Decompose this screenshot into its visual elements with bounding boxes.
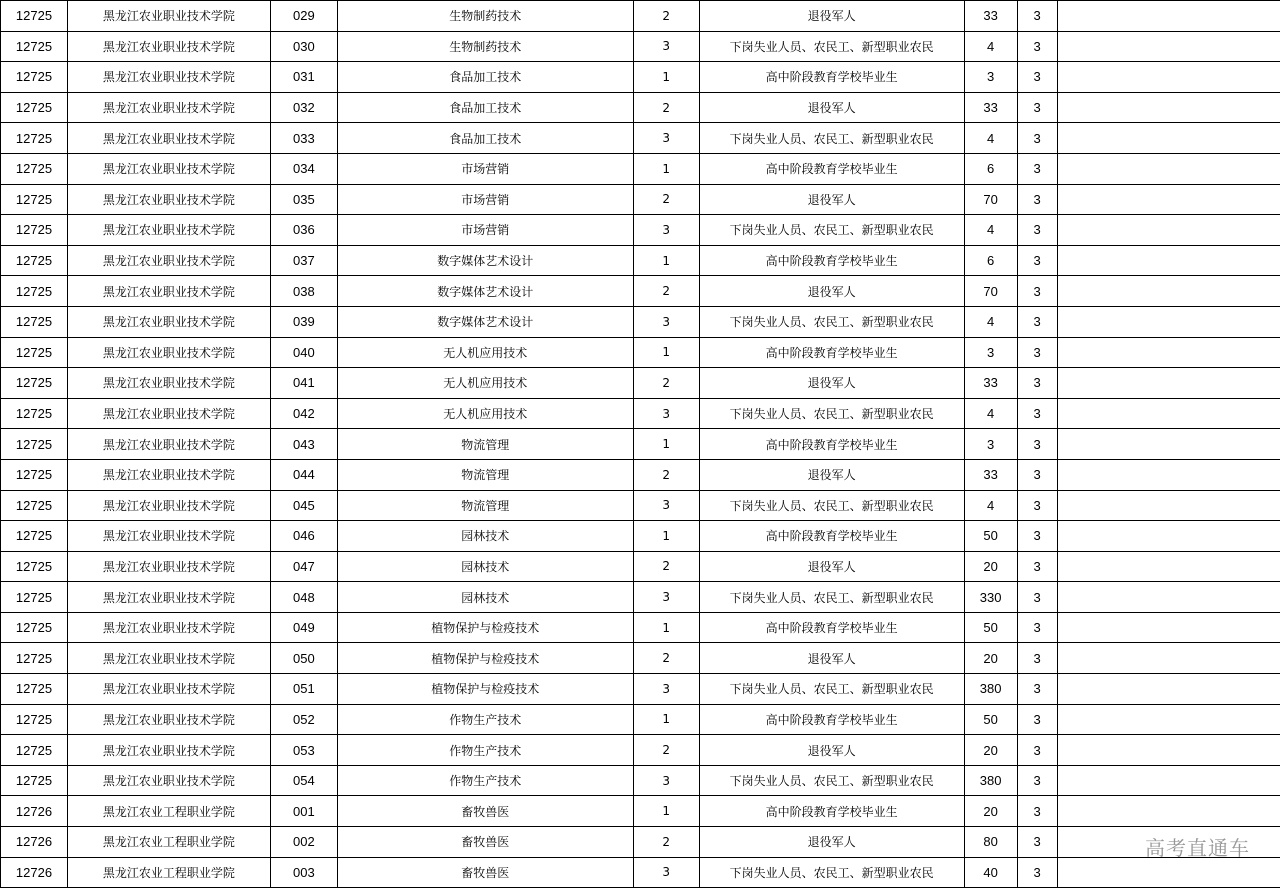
plan-count-cell: 50 <box>964 521 1017 552</box>
major-name-cell: 植物保护与检疫技术 <box>337 674 633 705</box>
table-row <box>1 1 1280 32</box>
target-group-cell: 退役军人 <box>699 551 964 582</box>
category-cell: 1 <box>633 521 699 552</box>
institution-name-cell: 黑龙江农业职业技术学院 <box>67 337 270 368</box>
category-cell: 2 <box>633 551 699 582</box>
category-cell: 3 <box>633 31 699 62</box>
target-group-cell: 退役军人 <box>699 735 964 766</box>
notes-cell <box>1057 92 1280 123</box>
institution-code-cell: 12725 <box>1 398 68 429</box>
table-row <box>1 245 1280 276</box>
category-cell: 3 <box>633 306 699 337</box>
target-group-cell: 下岗失业人员、农民工、新型职业农民 <box>699 123 964 154</box>
table-row <box>1 123 1280 154</box>
category-cell: 2 <box>633 184 699 215</box>
institution-name-cell: 黑龙江农业职业技术学院 <box>67 306 270 337</box>
category-cell: 2 <box>633 827 699 858</box>
institution-name-cell: 黑龙江农业职业技术学院 <box>67 612 270 643</box>
target-group-cell: 退役军人 <box>699 184 964 215</box>
plan-count-cell: 33 <box>964 92 1017 123</box>
category-cell: 2 <box>633 735 699 766</box>
target-group-cell: 下岗失业人员、农民工、新型职业农民 <box>699 306 964 337</box>
category-cell: 3 <box>633 582 699 613</box>
table-row <box>1 612 1280 643</box>
plan-count-cell: 4 <box>964 31 1017 62</box>
institution-code-cell: 12725 <box>1 368 68 399</box>
table-row <box>1 796 1280 827</box>
major-name-cell: 作物生产技术 <box>337 704 633 735</box>
institution-name-cell: 黑龙江农业工程职业学院 <box>67 857 270 888</box>
category-cell: 1 <box>633 704 699 735</box>
major-number-cell: 051 <box>270 674 337 705</box>
institution-code-cell: 12725 <box>1 123 68 154</box>
notes-cell <box>1057 1 1280 32</box>
plan-count-cell: 3 <box>964 429 1017 460</box>
major-name-cell: 园林技术 <box>337 551 633 582</box>
plan-count-cell: 330 <box>964 582 1017 613</box>
category-cell: 3 <box>633 123 699 154</box>
notes-cell <box>1057 245 1280 276</box>
plan-count-cell: 4 <box>964 306 1017 337</box>
duration-cell: 3 <box>1017 337 1057 368</box>
table-row <box>1 184 1280 215</box>
major-name-cell: 无人机应用技术 <box>337 398 633 429</box>
institution-code-cell: 12725 <box>1 429 68 460</box>
target-group-cell: 高中阶段教育学校毕业生 <box>699 153 964 184</box>
target-group-cell: 下岗失业人员、农民工、新型职业农民 <box>699 215 964 246</box>
major-number-cell: 042 <box>270 398 337 429</box>
major-number-cell: 033 <box>270 123 337 154</box>
institution-name-cell: 黑龙江农业职业技术学院 <box>67 704 270 735</box>
duration-cell: 3 <box>1017 643 1057 674</box>
institution-code-cell: 12725 <box>1 674 68 705</box>
plan-count-cell: 70 <box>964 276 1017 307</box>
major-number-cell: 040 <box>270 337 337 368</box>
major-name-cell: 物流管理 <box>337 490 633 521</box>
target-group-cell: 高中阶段教育学校毕业生 <box>699 521 964 552</box>
institution-name-cell: 黑龙江农业职业技术学院 <box>67 551 270 582</box>
duration-cell: 3 <box>1017 582 1057 613</box>
plan-count-cell: 4 <box>964 398 1017 429</box>
category-cell: 1 <box>633 796 699 827</box>
duration-cell: 3 <box>1017 62 1057 93</box>
table-row <box>1 276 1280 307</box>
major-name-cell: 无人机应用技术 <box>337 337 633 368</box>
target-group-cell: 下岗失业人员、农民工、新型职业农民 <box>699 398 964 429</box>
target-group-cell: 高中阶段教育学校毕业生 <box>699 612 964 643</box>
table-row <box>1 429 1280 460</box>
duration-cell: 3 <box>1017 490 1057 521</box>
category-cell: 2 <box>633 276 699 307</box>
table-row <box>1 551 1280 582</box>
major-number-cell: 045 <box>270 490 337 521</box>
notes-cell <box>1057 796 1280 827</box>
notes-cell <box>1057 62 1280 93</box>
major-number-cell: 003 <box>270 857 337 888</box>
table-row <box>1 398 1280 429</box>
major-name-cell: 物流管理 <box>337 459 633 490</box>
institution-name-cell: 黑龙江农业工程职业学院 <box>67 796 270 827</box>
target-group-cell: 退役军人 <box>699 643 964 674</box>
plan-count-cell: 20 <box>964 735 1017 766</box>
institution-name-cell: 黑龙江农业职业技术学院 <box>67 245 270 276</box>
institution-name-cell: 黑龙江农业职业技术学院 <box>67 521 270 552</box>
major-number-cell: 037 <box>270 245 337 276</box>
institution-code-cell: 12725 <box>1 643 68 674</box>
institution-name-cell: 黑龙江农业工程职业学院 <box>67 827 270 858</box>
institution-code-cell: 12725 <box>1 1 68 32</box>
duration-cell: 3 <box>1017 521 1057 552</box>
notes-cell <box>1057 551 1280 582</box>
category-cell: 2 <box>633 92 699 123</box>
duration-cell: 3 <box>1017 245 1057 276</box>
table-row <box>1 490 1280 521</box>
target-group-cell: 下岗失业人员、农民工、新型职业农民 <box>699 857 964 888</box>
plan-count-cell: 380 <box>964 674 1017 705</box>
duration-cell: 3 <box>1017 674 1057 705</box>
table-row <box>1 368 1280 399</box>
notes-cell <box>1057 490 1280 521</box>
institution-name-cell: 黑龙江农业职业技术学院 <box>67 735 270 766</box>
category-cell: 3 <box>633 674 699 705</box>
major-name-cell: 园林技术 <box>337 521 633 552</box>
plan-count-cell: 33 <box>964 459 1017 490</box>
notes-cell <box>1057 612 1280 643</box>
duration-cell: 3 <box>1017 459 1057 490</box>
duration-cell: 3 <box>1017 796 1057 827</box>
target-group-cell: 高中阶段教育学校毕业生 <box>699 704 964 735</box>
table-row <box>1 62 1280 93</box>
notes-cell <box>1057 215 1280 246</box>
major-name-cell: 食品加工技术 <box>337 123 633 154</box>
notes-cell <box>1057 398 1280 429</box>
institution-code-cell: 12725 <box>1 337 68 368</box>
institution-code-cell: 12725 <box>1 612 68 643</box>
category-cell: 1 <box>633 62 699 93</box>
institution-name-cell: 黑龙江农业职业技术学院 <box>67 184 270 215</box>
major-number-cell: 049 <box>270 612 337 643</box>
category-cell: 1 <box>633 245 699 276</box>
notes-cell <box>1057 765 1280 796</box>
major-number-cell: 046 <box>270 521 337 552</box>
table-row <box>1 459 1280 490</box>
category-cell: 1 <box>633 612 699 643</box>
category-cell: 2 <box>633 368 699 399</box>
institution-code-cell: 12725 <box>1 490 68 521</box>
major-number-cell: 002 <box>270 827 337 858</box>
major-number-cell: 053 <box>270 735 337 766</box>
table-row <box>1 582 1280 613</box>
watermark-text: 高考直通车 <box>1145 832 1250 861</box>
institution-name-cell: 黑龙江农业职业技术学院 <box>67 92 270 123</box>
target-group-cell: 下岗失业人员、农民工、新型职业农民 <box>699 765 964 796</box>
duration-cell: 3 <box>1017 184 1057 215</box>
duration-cell: 3 <box>1017 704 1057 735</box>
institution-name-cell: 黑龙江农业职业技术学院 <box>67 765 270 796</box>
plan-count-cell: 20 <box>964 551 1017 582</box>
institution-code-cell: 12725 <box>1 276 68 307</box>
major-number-cell: 036 <box>270 215 337 246</box>
plan-count-cell: 50 <box>964 704 1017 735</box>
institution-name-cell: 黑龙江农业职业技术学院 <box>67 215 270 246</box>
plan-count-cell: 70 <box>964 184 1017 215</box>
major-name-cell: 作物生产技术 <box>337 735 633 766</box>
category-cell: 3 <box>633 765 699 796</box>
notes-cell <box>1057 153 1280 184</box>
institution-code-cell: 12725 <box>1 62 68 93</box>
table-row <box>1 521 1280 552</box>
institution-name-cell: 黑龙江农业职业技术学院 <box>67 459 270 490</box>
duration-cell: 3 <box>1017 1 1057 32</box>
institution-code-cell: 12725 <box>1 184 68 215</box>
major-name-cell: 植物保护与检疫技术 <box>337 612 633 643</box>
duration-cell: 3 <box>1017 153 1057 184</box>
plan-count-cell: 33 <box>964 368 1017 399</box>
plan-count-cell: 6 <box>964 245 1017 276</box>
duration-cell: 3 <box>1017 827 1057 858</box>
table-row <box>1 215 1280 246</box>
target-group-cell: 高中阶段教育学校毕业生 <box>699 337 964 368</box>
major-name-cell: 畜牧兽医 <box>337 857 633 888</box>
major-name-cell: 畜牧兽医 <box>337 827 633 858</box>
institution-name-cell: 黑龙江农业职业技术学院 <box>67 123 270 154</box>
major-name-cell: 市场营销 <box>337 153 633 184</box>
major-name-cell: 食品加工技术 <box>337 62 633 93</box>
duration-cell: 3 <box>1017 735 1057 766</box>
duration-cell: 3 <box>1017 857 1057 888</box>
table-row <box>1 153 1280 184</box>
table-row <box>1 337 1280 368</box>
plan-count-cell: 50 <box>964 612 1017 643</box>
plan-count-cell: 40 <box>964 857 1017 888</box>
table-body <box>1 1 1280 888</box>
duration-cell: 3 <box>1017 612 1057 643</box>
notes-cell <box>1057 735 1280 766</box>
institution-name-cell: 黑龙江农业职业技术学院 <box>67 62 270 93</box>
institution-name-cell: 黑龙江农业职业技术学院 <box>67 490 270 521</box>
category-cell: 3 <box>633 490 699 521</box>
institution-code-cell: 12725 <box>1 582 68 613</box>
target-group-cell: 退役军人 <box>699 276 964 307</box>
major-name-cell: 畜牧兽医 <box>337 796 633 827</box>
institution-code-cell: 12726 <box>1 796 68 827</box>
category-cell: 3 <box>633 215 699 246</box>
institution-code-cell: 12725 <box>1 459 68 490</box>
major-number-cell: 039 <box>270 306 337 337</box>
plan-count-cell: 80 <box>964 827 1017 858</box>
notes-cell <box>1057 643 1280 674</box>
major-number-cell: 034 <box>270 153 337 184</box>
major-number-cell: 029 <box>270 1 337 32</box>
major-number-cell: 032 <box>270 92 337 123</box>
notes-cell <box>1057 704 1280 735</box>
category-cell: 1 <box>633 153 699 184</box>
duration-cell: 3 <box>1017 551 1057 582</box>
institution-name-cell: 黑龙江农业职业技术学院 <box>67 31 270 62</box>
major-name-cell: 市场营销 <box>337 215 633 246</box>
plan-count-cell: 20 <box>964 796 1017 827</box>
plan-count-cell: 6 <box>964 153 1017 184</box>
major-name-cell: 植物保护与检疫技术 <box>337 643 633 674</box>
major-number-cell: 048 <box>270 582 337 613</box>
target-group-cell: 下岗失业人员、农民工、新型职业农民 <box>699 582 964 613</box>
major-name-cell: 市场营销 <box>337 184 633 215</box>
institution-name-cell: 黑龙江农业职业技术学院 <box>67 1 270 32</box>
institution-code-cell: 12725 <box>1 306 68 337</box>
category-cell: 2 <box>633 459 699 490</box>
major-number-cell: 054 <box>270 765 337 796</box>
notes-cell <box>1057 276 1280 307</box>
institution-name-cell: 黑龙江农业职业技术学院 <box>67 582 270 613</box>
notes-cell <box>1057 857 1280 888</box>
notes-cell <box>1057 521 1280 552</box>
institution-code-cell: 12725 <box>1 245 68 276</box>
target-group-cell: 高中阶段教育学校毕业生 <box>699 245 964 276</box>
plan-count-cell: 4 <box>964 123 1017 154</box>
table-row <box>1 857 1280 888</box>
major-number-cell: 031 <box>270 62 337 93</box>
institution-name-cell: 黑龙江农业职业技术学院 <box>67 153 270 184</box>
major-name-cell: 数字媒体艺术设计 <box>337 306 633 337</box>
target-group-cell: 退役军人 <box>699 1 964 32</box>
institution-code-cell: 12725 <box>1 92 68 123</box>
major-number-cell: 041 <box>270 368 337 399</box>
notes-cell <box>1057 123 1280 154</box>
major-name-cell: 数字媒体艺术设计 <box>337 245 633 276</box>
institution-code-cell: 12725 <box>1 153 68 184</box>
target-group-cell: 退役军人 <box>699 368 964 399</box>
plan-count-cell: 20 <box>964 643 1017 674</box>
institution-name-cell: 黑龙江农业职业技术学院 <box>67 398 270 429</box>
category-cell: 3 <box>633 857 699 888</box>
notes-cell <box>1057 459 1280 490</box>
notes-cell <box>1057 368 1280 399</box>
table-row <box>1 674 1280 705</box>
major-name-cell: 生物制药技术 <box>337 31 633 62</box>
institution-name-cell: 黑龙江农业职业技术学院 <box>67 276 270 307</box>
major-number-cell: 043 <box>270 429 337 460</box>
category-cell: 1 <box>633 337 699 368</box>
target-group-cell: 下岗失业人员、农民工、新型职业农民 <box>699 490 964 521</box>
table-row <box>1 827 1280 858</box>
target-group-cell: 下岗失业人员、农民工、新型职业农民 <box>699 674 964 705</box>
plan-count-cell: 33 <box>964 1 1017 32</box>
target-group-cell: 退役军人 <box>699 92 964 123</box>
institution-code-cell: 12725 <box>1 31 68 62</box>
duration-cell: 3 <box>1017 398 1057 429</box>
notes-cell <box>1057 306 1280 337</box>
duration-cell: 3 <box>1017 123 1057 154</box>
target-group-cell: 高中阶段教育学校毕业生 <box>699 796 964 827</box>
major-number-cell: 044 <box>270 459 337 490</box>
institution-name-cell: 黑龙江农业职业技术学院 <box>67 674 270 705</box>
notes-cell <box>1057 674 1280 705</box>
table-row <box>1 306 1280 337</box>
duration-cell: 3 <box>1017 215 1057 246</box>
major-name-cell: 物流管理 <box>337 429 633 460</box>
major-number-cell: 050 <box>270 643 337 674</box>
table-row <box>1 92 1280 123</box>
duration-cell: 3 <box>1017 31 1057 62</box>
duration-cell: 3 <box>1017 306 1057 337</box>
target-group-cell: 退役军人 <box>699 827 964 858</box>
target-group-cell: 下岗失业人员、农民工、新型职业农民 <box>699 31 964 62</box>
institution-code-cell: 12725 <box>1 735 68 766</box>
table-row <box>1 765 1280 796</box>
plan-count-cell: 4 <box>964 215 1017 246</box>
table-row <box>1 31 1280 62</box>
notes-cell <box>1057 429 1280 460</box>
category-cell: 2 <box>633 643 699 674</box>
category-cell: 1 <box>633 429 699 460</box>
plan-count-cell: 380 <box>964 765 1017 796</box>
target-group-cell: 退役军人 <box>699 459 964 490</box>
major-number-cell: 052 <box>270 704 337 735</box>
major-name-cell: 园林技术 <box>337 582 633 613</box>
target-group-cell: 高中阶段教育学校毕业生 <box>699 62 964 93</box>
duration-cell: 3 <box>1017 765 1057 796</box>
plan-count-cell: 3 <box>964 337 1017 368</box>
duration-cell: 3 <box>1017 92 1057 123</box>
institution-code-cell: 12726 <box>1 827 68 858</box>
major-number-cell: 035 <box>270 184 337 215</box>
major-number-cell: 030 <box>270 31 337 62</box>
target-group-cell: 高中阶段教育学校毕业生 <box>699 429 964 460</box>
notes-cell <box>1057 337 1280 368</box>
table-row <box>1 704 1280 735</box>
institution-code-cell: 12725 <box>1 765 68 796</box>
major-name-cell: 数字媒体艺术设计 <box>337 276 633 307</box>
institution-name-cell: 黑龙江农业职业技术学院 <box>67 429 270 460</box>
major-name-cell: 生物制药技术 <box>337 1 633 32</box>
major-number-cell: 047 <box>270 551 337 582</box>
major-name-cell: 作物生产技术 <box>337 765 633 796</box>
major-number-cell: 038 <box>270 276 337 307</box>
major-name-cell: 食品加工技术 <box>337 92 633 123</box>
institution-code-cell: 12725 <box>1 704 68 735</box>
category-cell: 2 <box>633 1 699 32</box>
duration-cell: 3 <box>1017 368 1057 399</box>
duration-cell: 3 <box>1017 276 1057 307</box>
institution-name-cell: 黑龙江农业职业技术学院 <box>67 368 270 399</box>
category-cell: 3 <box>633 398 699 429</box>
institution-code-cell: 12725 <box>1 215 68 246</box>
table-row <box>1 735 1280 766</box>
notes-cell <box>1057 184 1280 215</box>
major-name-cell: 无人机应用技术 <box>337 368 633 399</box>
table-row <box>1 643 1280 674</box>
institution-code-cell: 12725 <box>1 551 68 582</box>
institution-name-cell: 黑龙江农业职业技术学院 <box>67 643 270 674</box>
notes-cell <box>1057 31 1280 62</box>
notes-cell <box>1057 582 1280 613</box>
institution-code-cell: 12726 <box>1 857 68 888</box>
major-number-cell: 001 <box>270 796 337 827</box>
plan-count-cell: 3 <box>964 62 1017 93</box>
duration-cell: 3 <box>1017 429 1057 460</box>
institution-code-cell: 12725 <box>1 521 68 552</box>
plan-count-cell: 4 <box>964 490 1017 521</box>
